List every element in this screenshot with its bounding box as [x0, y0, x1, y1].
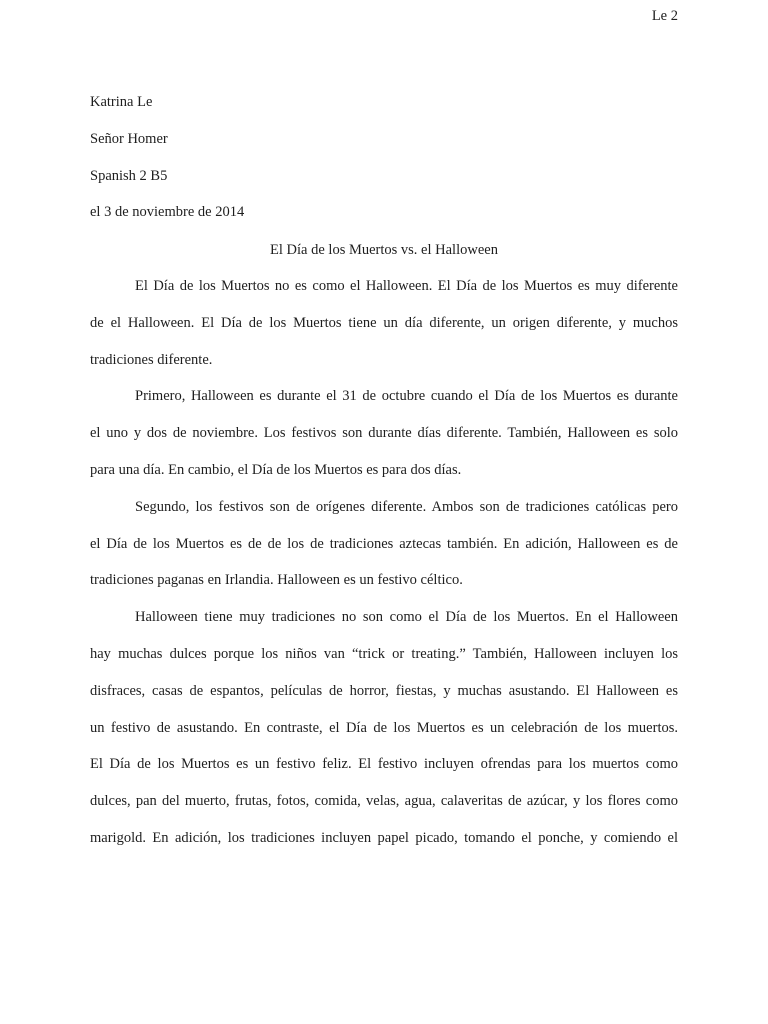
text-line: tradiciones paganas en Irlandia. Halloween es un festivo céltico. — [90, 572, 463, 589]
text-line: El Día de los Muertos no es como el Halloween. El Día de los Muertos es muy diferente — [135, 278, 678, 294]
author-name: Katrina Le — [90, 94, 153, 110]
essay-title: El Día de los Muertos vs. el Halloween — [270, 242, 498, 258]
text-line: El Día de los Muertos es un festivo feliz. El festivo incluyen ofrendas para los muertos como — [90, 756, 678, 773]
text-line: un festivo de asustando. En contraste, el Día de los Muertos es un celebración de los muertos. — [90, 719, 678, 736]
text-line: para una día. En cambio, el Día de los Muertos es para dos días. — [90, 461, 462, 478]
text-line: marigold. En adición, los tradiciones incluyen papel picado, tomando el ponche, y comiendo el — [90, 829, 678, 846]
text-line: el Día de los Muertos es de de los de tradiciones aztecas también. En adición, Halloween es de — [90, 535, 678, 552]
text-line: disfraces, casas de espantos, películas de horror, fiestas, y muchas asustando. El Halloween es — [90, 682, 678, 699]
essay-body — [90, 276, 678, 865]
text-line: hay muchas dulces porque los niños van “trick or treating.” También, Halloween incluyen los — [90, 645, 678, 662]
text-line: dulces, pan del muerto, frutas, fotos, comida, velas, agua, calaveritas de azúcar, y los flores como — [90, 793, 678, 810]
text-line: el uno y dos de noviembre. Los festivos son durante días diferente. También, Halloween es solo — [90, 425, 678, 442]
text-line: Halloween tiene muy tradiciones no son como el Día de los Muertos. En el Halloween — [135, 609, 678, 626]
class-name: Spanish 2 B5 — [90, 167, 168, 184]
text-line: Segundo, los festivos son de orígenes diferente. Ambos son de tradiciones católicas pero — [135, 498, 678, 515]
text-line: de el Halloween. El Día de los Muertos tiene un día diferente, un origen diferente, y muchos — [90, 314, 678, 331]
teacher-name: Señor Homer — [90, 130, 168, 147]
mla-heading — [90, 92, 690, 239]
essay-date: el 3 de noviembre de 2014 — [90, 204, 245, 221]
page-number: Le 2 — [651, 8, 678, 24]
text-line: Primero, Halloween es durante el 31 de octubre cuando el Día de los Muertos es durante — [135, 388, 678, 405]
text-line: tradiciones diferente. — [90, 351, 213, 368]
